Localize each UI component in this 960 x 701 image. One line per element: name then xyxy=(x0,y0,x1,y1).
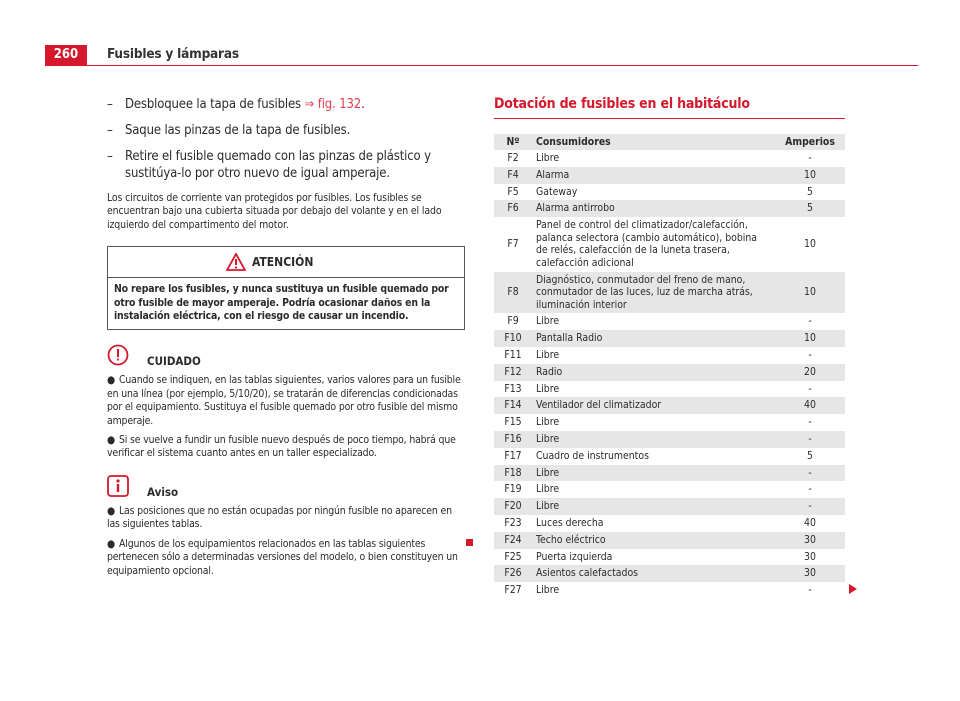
fuse-amperes: 40 xyxy=(775,397,845,414)
caution-title: CUIDADO xyxy=(147,354,201,369)
fuse-consumer: Libre xyxy=(536,315,560,328)
header-consumers: Consumidores xyxy=(532,134,775,150)
table-row xyxy=(494,465,845,482)
table-row xyxy=(494,532,845,549)
right-column xyxy=(494,96,845,597)
fuse-amperes: - xyxy=(775,498,845,515)
fuse-number: F26 xyxy=(494,565,532,582)
fuse-number: F19 xyxy=(504,483,522,496)
table-row xyxy=(494,448,845,465)
table-row xyxy=(494,515,845,532)
bullet: ● xyxy=(107,537,116,550)
table-row xyxy=(494,313,845,330)
step-text: Retire el fusible quemado con las pinzas de plástico y sustitúya-lo por otro nuevo de igual amperaje. xyxy=(125,149,431,181)
table-row xyxy=(494,549,845,566)
step-text: Saque las pinzas de la tapa de fusibles. xyxy=(125,123,351,138)
fuse-consumer: Libre xyxy=(536,349,560,362)
fuse-amperes: 10 xyxy=(804,238,816,251)
intro-paragraph: Los circuitos de corriente van protegidos por fusibles. Los fusibles se encuentran bajo una cubierta situada por debajo del volante y en el lado izquierdo del compartimento del motor. xyxy=(107,192,442,231)
fuse-amperes: - xyxy=(808,416,812,429)
bullet: ● xyxy=(107,504,116,517)
fuse-consumer: Gateway xyxy=(536,185,578,198)
fuse-number: F14 xyxy=(494,397,532,414)
table-row xyxy=(494,565,845,582)
fuse-number: F16 xyxy=(494,431,532,448)
fuse-consumer: Libre xyxy=(532,431,775,448)
fuse-consumer: Libre xyxy=(536,483,560,496)
warning-title: ATENCIÓN xyxy=(252,255,314,270)
notice-title: Aviso xyxy=(147,484,179,499)
table-row xyxy=(494,414,845,431)
fuse-amperes: - xyxy=(808,382,812,395)
fuse-number: F5 xyxy=(507,185,519,198)
fuse-number: F7 xyxy=(507,238,519,251)
info-icon xyxy=(107,475,129,497)
header-number: Nº xyxy=(494,134,532,150)
warning-text: No repare los fusibles, y nunca sustituya un fusible quemado por otro fusible de mayor amperaje. Podría ocasionar daños en la instalación eléctrica, con el riesgo de causar un incendio. xyxy=(114,283,449,323)
step-1 xyxy=(107,96,464,113)
notice-item-text: Algunos de los equipamientos relacionados en las tablas siguientes pertenecen sólo a determinadas versiones del modelo, o bien constituyen un equipamiento opcional. xyxy=(107,537,458,577)
section-title: Dotación de fusibles en el habitáculo xyxy=(494,96,750,112)
fuse-number: F17 xyxy=(504,449,522,462)
fuse-number: F23 xyxy=(504,517,522,529)
bullet: ● xyxy=(107,434,116,447)
warning-box xyxy=(107,246,465,330)
fuse-table-body xyxy=(494,150,845,599)
step-dash: – xyxy=(107,97,113,112)
table-row xyxy=(494,582,845,599)
fuse-number: F12 xyxy=(494,364,532,381)
fuse-number: F20 xyxy=(494,498,532,515)
fuse-number: F2 xyxy=(507,152,519,165)
table-row xyxy=(494,381,845,398)
fuse-number: F25 xyxy=(504,550,522,563)
fuse-number: F9 xyxy=(507,315,519,328)
section-rule xyxy=(494,118,845,119)
fuse-number: F11 xyxy=(504,349,522,362)
table-header-row xyxy=(494,134,845,150)
fuse-number: F8 xyxy=(494,272,532,314)
fuse-amperes: 10 xyxy=(775,272,845,314)
bullet: ● xyxy=(107,374,116,387)
caution-note xyxy=(107,344,464,460)
fuse-amperes: 30 xyxy=(804,550,816,563)
fuse-amperes: 10 xyxy=(775,167,845,184)
fuse-consumer: Libre xyxy=(536,584,560,597)
fuse-amperes: - xyxy=(775,431,845,448)
fuse-amperes: - xyxy=(808,315,812,328)
notice-note xyxy=(107,475,464,578)
table-row xyxy=(494,150,845,167)
warning-header xyxy=(108,247,464,278)
step-2 xyxy=(107,122,464,139)
table-row xyxy=(494,431,845,448)
header-amperes: Amperios xyxy=(775,134,845,150)
step-3 xyxy=(107,148,464,182)
fuse-consumer: Techo eléctrico xyxy=(532,532,775,549)
fuse-amperes: - xyxy=(775,465,845,482)
fuse-consumer: Libre xyxy=(532,498,775,515)
fuse-consumer: Diagnóstico, conmutador del freno de mano, conmutador de las luces, luz de marcha atrás, iluminación interior xyxy=(532,272,775,314)
caution-item-text: Cuando se indiquen, en las tablas siguientes, varios valores para un fusible en una línea (por ejemplo, 5/10/20), se tratarán de diferencias condicionadas por el equipamiento. Sustituya el fusible quemado por otro fusible del mismo amperaje. xyxy=(107,374,461,427)
fuse-number: F18 xyxy=(494,465,532,482)
step-text-end: . xyxy=(361,97,365,112)
fuse-number: F4 xyxy=(494,167,532,184)
fuse-consumer: Libre xyxy=(532,465,775,482)
notice-item xyxy=(107,538,464,578)
table-row xyxy=(494,330,845,347)
table-row xyxy=(494,397,845,414)
step-text: Desbloquee la tapa de fusibles xyxy=(125,97,305,112)
fuse-number: F27 xyxy=(504,584,522,597)
fuse-consumer: Libre xyxy=(536,382,560,395)
header-rule xyxy=(45,65,918,66)
table-row xyxy=(494,481,845,498)
fuse-table xyxy=(494,134,845,599)
step-dash: – xyxy=(107,149,113,164)
fuse-consumer: Puerta izquierda xyxy=(536,550,613,563)
warning-triangle-icon xyxy=(226,253,246,271)
table-row xyxy=(494,184,845,201)
continue-arrow-icon xyxy=(849,584,857,594)
fuse-number: F15 xyxy=(504,416,522,429)
table-row xyxy=(494,498,845,515)
fuse-consumer: Luces derecha xyxy=(536,517,604,529)
table-row xyxy=(494,347,845,364)
caution-item-text: Si se vuelve a fundir un fusible nuevo después de poco tiempo, habrá que verificar el sistema cuanto antes en un taller especializado. xyxy=(107,434,456,460)
fuse-consumer: Radio xyxy=(532,364,775,381)
caution-item xyxy=(107,434,464,461)
table-row xyxy=(494,200,845,217)
fuse-amperes: 30 xyxy=(775,532,845,549)
table-row xyxy=(494,364,845,381)
fuse-amperes: - xyxy=(808,349,812,362)
page-number: 260 xyxy=(45,45,87,65)
fuse-consumer: Ventilador del climatizador xyxy=(532,397,775,414)
fuse-number: F24 xyxy=(494,532,532,549)
caution-item xyxy=(107,374,464,428)
chapter-title: Fusibles y lámparas xyxy=(107,46,239,62)
figure-link[interactable]: ⇒ fig. 132 xyxy=(304,97,362,112)
notice-item-text: Las posiciones que no están ocupadas por ningún fusible no aparecen en las siguientes tablas. xyxy=(107,504,452,531)
fuse-amperes: 5 xyxy=(807,449,813,462)
fuse-amperes: 5 xyxy=(807,185,813,198)
fuse-number: F6 xyxy=(494,200,532,217)
fuse-number: F13 xyxy=(504,382,522,395)
step-dash: – xyxy=(107,123,113,138)
section-end-mark xyxy=(466,539,473,546)
fuse-amperes: - xyxy=(808,584,812,597)
fuse-amperes: 30 xyxy=(775,565,845,582)
fuse-consumer: Cuadro de instrumentos xyxy=(536,449,649,462)
notice-item xyxy=(107,505,464,532)
fuse-amperes: - xyxy=(808,152,812,165)
table-row xyxy=(494,217,845,271)
fuse-consumer: Libre xyxy=(536,152,560,165)
fuse-consumer: Panel de control del climatizador/calefacción, palanca selectora (cambio automático), bobina de relés, calefacción de la luneta trasera, calefacción adicional xyxy=(536,219,758,269)
fuse-consumer: Alarma antirrobo xyxy=(532,200,775,217)
fuse-amperes: - xyxy=(808,483,812,496)
fuse-consumer: Asientos calefactados xyxy=(532,565,775,582)
fuse-amperes: 10 xyxy=(775,330,845,347)
fuse-amperes: 40 xyxy=(804,517,816,529)
exclamation-circle-icon xyxy=(107,344,129,366)
fuse-amperes: 20 xyxy=(775,364,845,381)
page-header xyxy=(45,45,918,67)
fuse-consumer: Libre xyxy=(536,416,560,429)
fuse-consumer: Alarma xyxy=(532,167,775,184)
table-row xyxy=(494,272,845,314)
fuse-number: F10 xyxy=(494,330,532,347)
table-row xyxy=(494,167,845,184)
fuse-amperes: 5 xyxy=(775,200,845,217)
left-column xyxy=(107,96,464,578)
fuse-consumer: Pantalla Radio xyxy=(532,330,775,347)
